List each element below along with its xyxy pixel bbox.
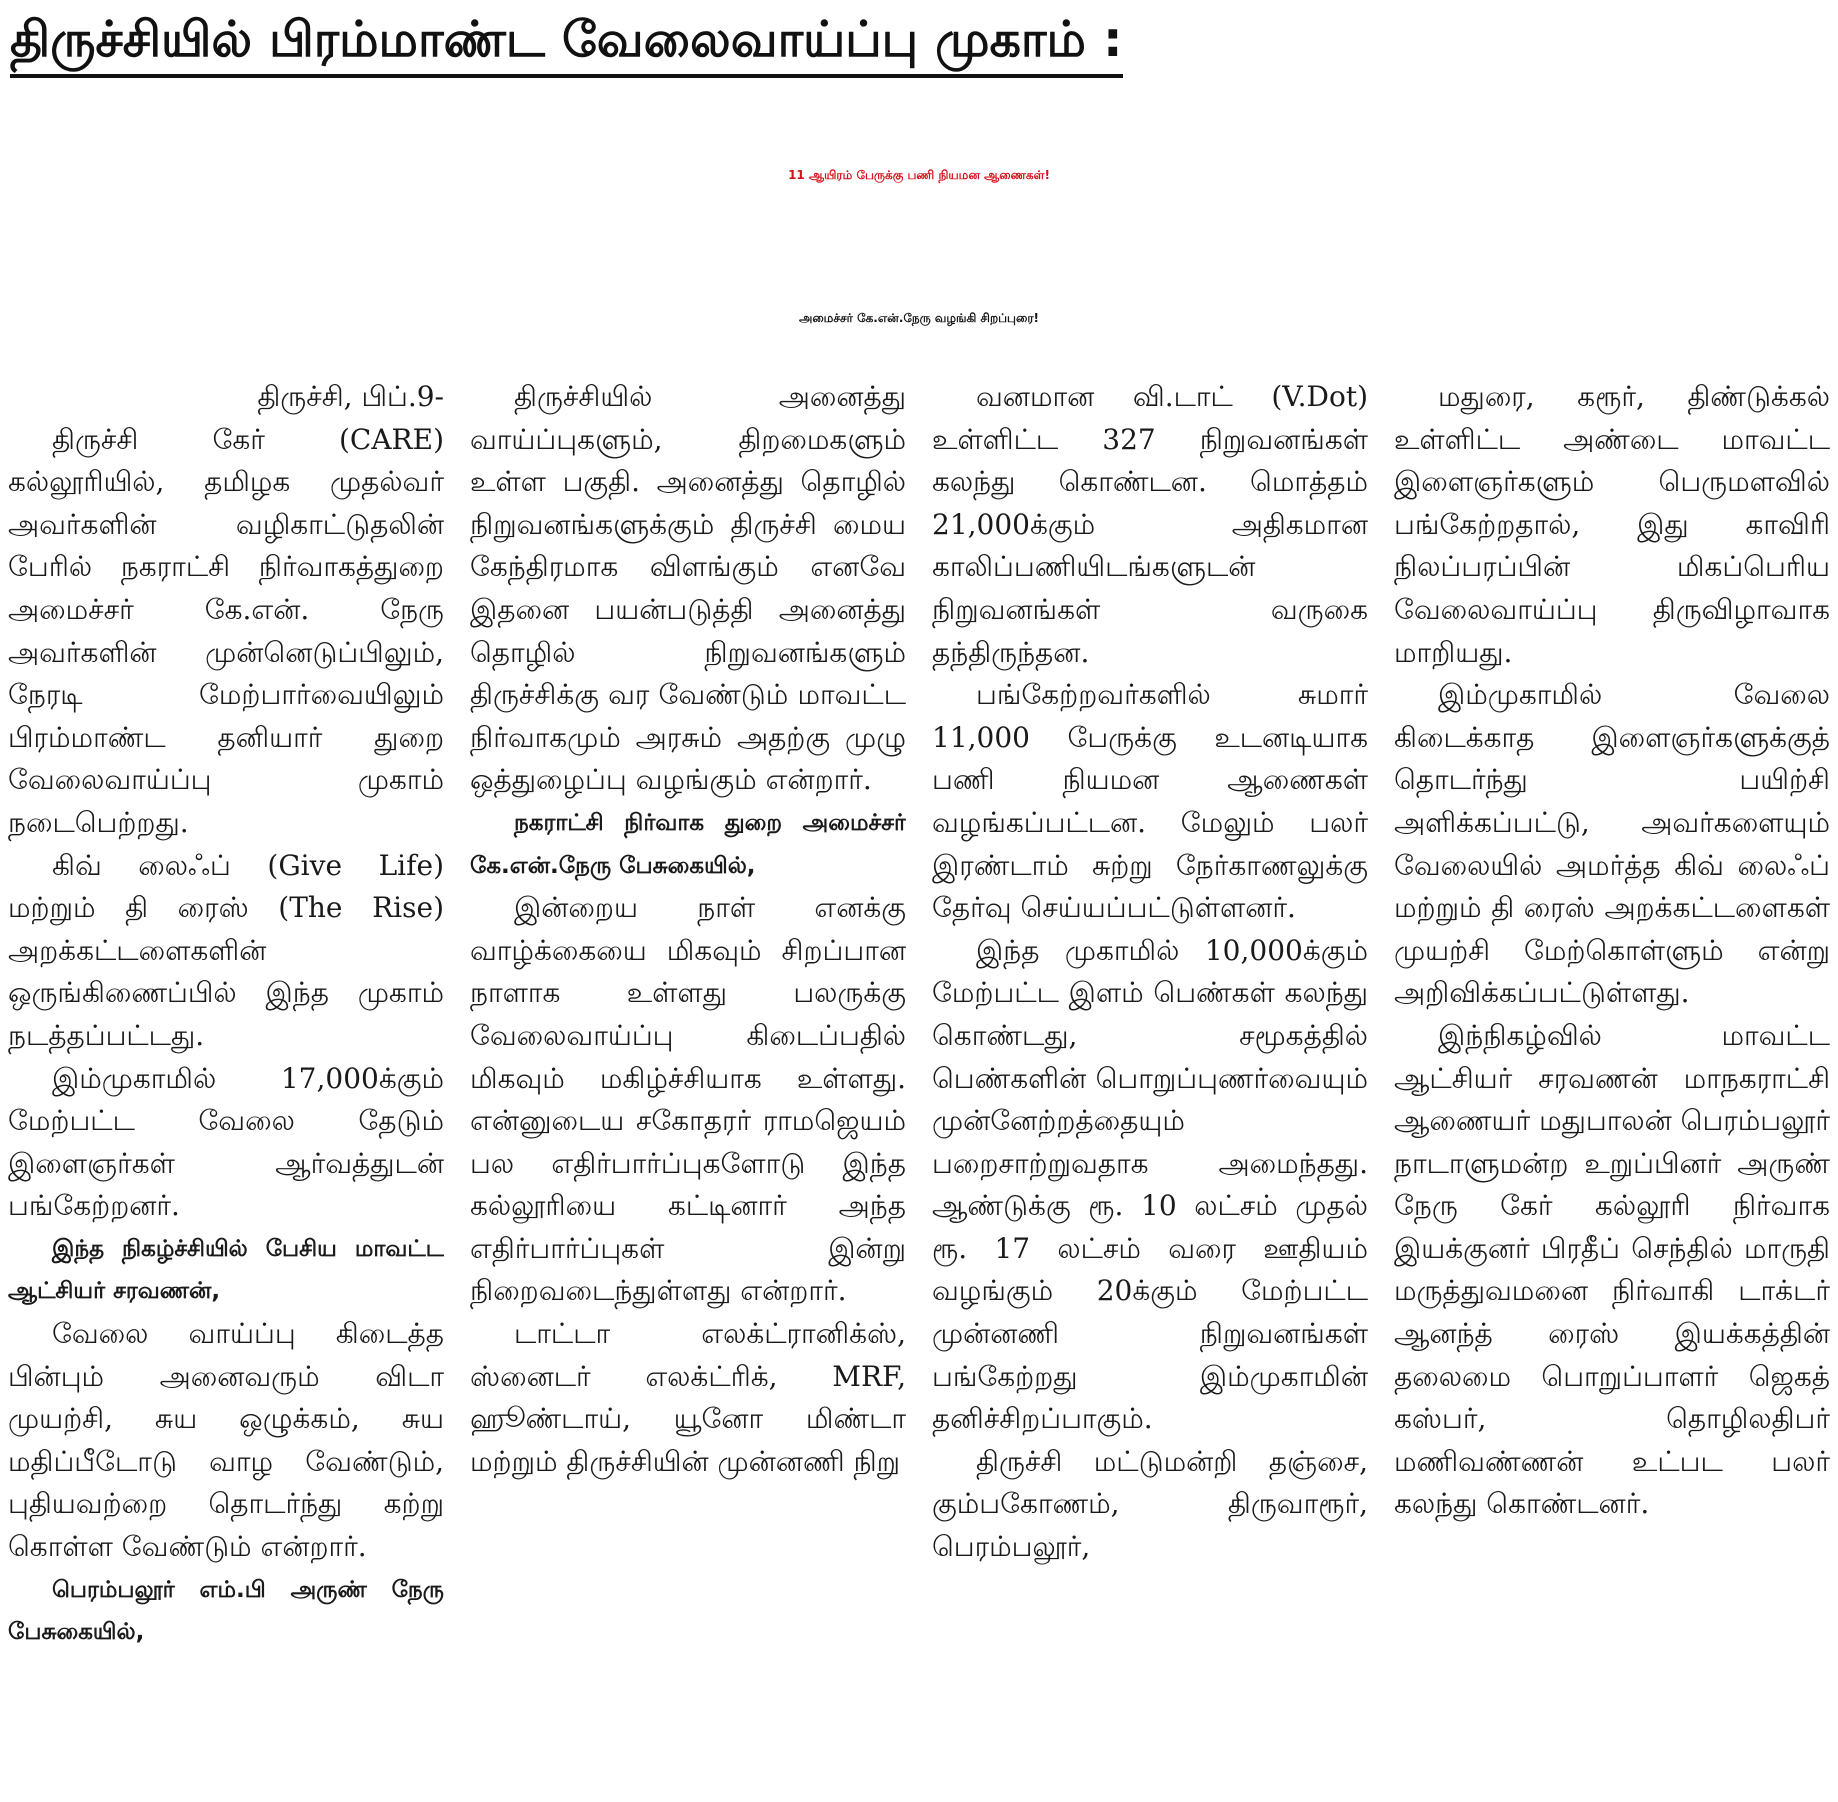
- body-paragraph: இம்முகாமில் 17,000க்கும் மேற்பட்ட வேலை தேடும் இளைஞர்கள் ஆர்வத்துடன் பங்கேற்றனர்.: [8, 1061, 444, 1223]
- article-column-3: [932, 376, 1368, 1796]
- body-paragraph: இந்நிகழ்வில் மாவட்ட ஆட்சியர் சரவணன் மாநகராட்சி ஆணையர் மதுபாலன் பெரம்பலூர் நாடாளுமன்ற உறுப்பினர் அருண் நேரு கேர் கல்லூரி நிர்வாக இயக்குனர் பிரதீப் செந்தில் மாருதி மருத்துவமனை நிர்வாகி டாக்டர் ஆனந்த் ரைஸ் இயக்கத்தின் தலைமை பொறுப்பாளர் ஜெகத் கஸ்பர், தொழிலதிபர் மணிவண்ணன் உட்பட பலர் கலந்து கொண்டனர்.: [1394, 1018, 1830, 1521]
- dateline: திருச்சி, பிப்.9-: [257, 380, 444, 413]
- body-paragraph: இம்முகாமில் வேலை கிடைக்காத இளைஞர்களுக்குத் தொடர்ந்து பயிற்சி அளிக்கப்பட்டு, அவர்களையும் வேலையில் அமர்த்த கிவ் லைஃப் மற்றும் தி ரைஸ் அறக்கட்டளைகள் முயற்சி மேற்கொள்ளும் என்று அறிவிக்கப்பட்டுள்ளது.: [1394, 678, 1830, 1010]
- article-subheadline: அமைச்சர் கே.என்.நேரு வழங்கி சிறப்புரை!: [798, 311, 1040, 325]
- body-paragraph: வேலை வாய்ப்பு கிடைத்த பின்பும் அனைவரும் விடா முயற்சி, சுய ஒழுக்கம், சுய மதிப்பீடோடு வாழ வேண்டும், புதியவற்றை தொடர்ந்து கற்று கொள்ள வேண்டும் என்றார்.: [8, 1317, 444, 1564]
- article-kicker: திருச்சியில் பிரம்மாண்ட வேலைவாய்ப்பு முகாம் :: [10, 8, 1123, 78]
- body-paragraph: பங்கேற்றவர்களில் சுமார் 11,000 பேருக்கு உடனடியாக பணி நியமன ஆணைகள் வழங்கப்பட்டன. மேலும் பலர் இரண்டாம் சுற்று நேர்காணலுக்கு தேர்வு செய்யப்பட்டுள்ளனர்.: [932, 678, 1368, 925]
- speaker-intro: பெரம்பலூர் எம்.பி அருண் நேரு பேசுகையில்,: [8, 1576, 444, 1646]
- article-column-2: [470, 376, 906, 1796]
- body-paragraph: இன்றைய நாள் எனக்கு வாழ்க்கையை மிகவும் சிறப்பான நாளாக உள்ளது பலருக்கு வேலைவாய்ப்பு கிடைப்பதில் மிகவும் மகிழ்ச்சியாக உள்ளது. என்னுடைய சகோதரர் ராமஜெயம் பல எதிர்பார்ப்புகளோடு இந்த கல்லூரியை கட்டினார் அந்த எதிர்பார்ப்புகள் இன்று நிறைவடைந்துள்ளது என்றார்.: [470, 891, 906, 1308]
- speaker-intro: இந்த நிகழ்ச்சியில் பேசிய மாவட்ட ஆட்சியர் சரவணன்,: [8, 1235, 444, 1305]
- article-column-1: [8, 376, 444, 1796]
- body-paragraph: டாட்டா எலக்ட்ரானிக்ஸ், ஸ்னைடர் எலக்ட்ரிக், MRF, ஹூண்டாய், யூனோ மிண்டா மற்றும் திருச்சியின் முன்னணி நிறு: [470, 1317, 906, 1478]
- body-paragraph: திருச்சி கேர் (CARE) கல்லூரியில், தமிழக முதல்வர் அவர்களின் வழிகாட்டுதலின் பேரில் நகராட்சி நிர்வாகத்துறை அமைச்சர் கே.என். நேரு அவர்களின் முன்னெடுப்பிலும், நேரடி மேற்பார்வையிலும் பிரம்மாண்ட தனியார் துறை வேலைவாய்ப்பு முகாம் நடைபெற்றது.: [8, 422, 444, 839]
- body-paragraph: திருச்சி மட்டுமன்றி தஞ்சை, கும்பகோணம், திருவாரூர், பெரம்பலூர்,: [932, 1444, 1368, 1564]
- body-paragraph: மதுரை, கரூர், திண்டுக்கல் உள்ளிட்ட அண்டை மாவட்ட இளைஞர்களும் பெருமளவில் பங்கேற்றதால், இது காவிரி நிலப்பரப்பின் மிகப்பெரிய வேலைவாய்ப்பு திருவிழாவாக மாறியது.: [1394, 380, 1830, 669]
- article-body-columns: [8, 376, 1830, 1796]
- speaker-intro: நகராட்சி நிர்வாக துறை அமைச்சர் கே.என்.நேரு பேசுகையில்,: [470, 809, 906, 879]
- body-paragraph: திருச்சியில் அனைத்து வாய்ப்புகளும், திறமைகளும் உள்ள பகுதி. அனைத்து தொழில் நிறுவனங்களுக்கும் திருச்சி மைய கேந்திரமாக விளங்கும் எனவே இதனை பயன்படுத்தி அனைத்து தொழில் நிறுவனங்களும் திருச்சிக்கு வர வேண்டும் மாவட்ட நிர்வாகமும் அரசும் அதற்கு முழு ஒத்துழைப்பு வழங்கும் என்றார்.: [470, 380, 906, 797]
- article-headline: 11 ஆயிரம் பேருக்கு பணி நியமன ஆணைகள்!: [788, 168, 1050, 182]
- body-paragraph: கிவ் லைஃப் (Give Life) மற்றும் தி ரைஸ் (The Rise) அறக்கட்டளைகளின் ஒருங்கிணைப்பில் இந்த முகாம் நடத்தப்பட்டது.: [8, 848, 444, 1052]
- article-column-4: [1394, 376, 1830, 1796]
- body-paragraph: வனமான வி.டாட் (V.Dot) உள்ளிட்ட 327 நிறுவனங்கள் கலந்து கொண்டன. மொத்தம் 21,000க்கும் அதிகமான காலிப்பணியிடங்களுடன் நிறுவனங்கள் வருகை தந்திருந்தன.: [932, 380, 1368, 669]
- body-paragraph: இந்த முகாமில் 10,000க்கும் மேற்பட்ட இளம் பெண்கள் கலந்து கொண்டது, சமூகத்தில் பெண்களின் பொறுப்புணர்வையும் முன்னேற்றத்தையும் பறைசாற்றுவதாக அமைந்தது. ஆண்டுக்கு ரூ. 10 லட்சம் முதல் ரூ. 17 லட்சம் வரை ஊதியம் வழங்கும் 20க்கும் மேற்பட்ட முன்னணி நிறுவனங்கள் பங்கேற்றது இம்முகாமின் தனிச்சிறப்பாகும்.: [932, 933, 1368, 1436]
